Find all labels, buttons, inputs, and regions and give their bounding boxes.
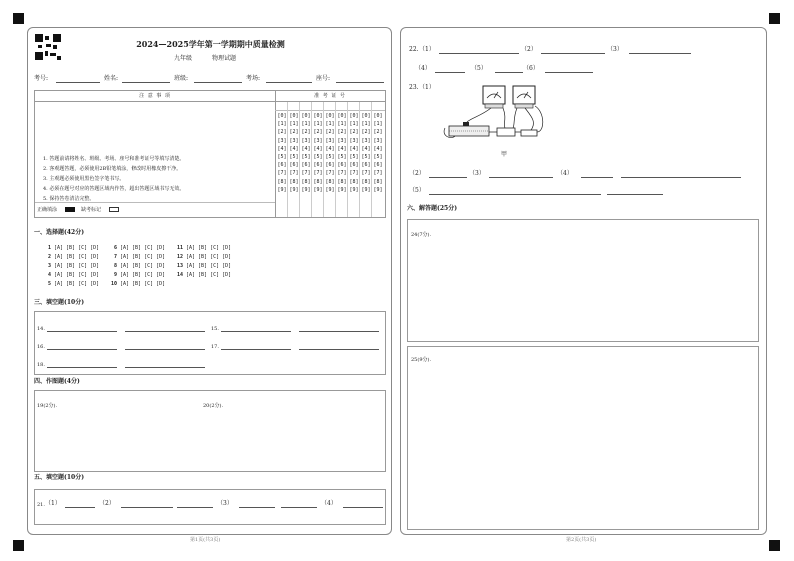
id-digit-bubble[interactable]: [3]	[301, 137, 311, 144]
id-digit-bubble[interactable]: [5]	[349, 154, 359, 161]
notice-header: 注 意 事 项	[139, 93, 171, 99]
id-digit-bubble[interactable]: [3]	[325, 137, 335, 144]
id-digit-bubble[interactable]: [9]	[325, 186, 335, 193]
id-column-separator	[299, 102, 300, 217]
choice-row[interactable]	[108, 281, 165, 287]
q21-part-1: （1）	[45, 500, 61, 507]
notice-box	[34, 90, 386, 218]
figure-label: 甲	[501, 151, 508, 158]
id-header: 准 考 证 号	[314, 93, 346, 99]
choice-options[interactable]: [A] [B] [C] [D]	[186, 272, 232, 278]
id-digit-column[interactable]	[289, 112, 299, 194]
section-5-title: 五、填空题(10分)	[34, 474, 85, 481]
id-digit-bubble[interactable]: [2]	[301, 129, 311, 136]
info-field-exam-number[interactable]	[56, 82, 100, 83]
id-digit-column[interactable]	[301, 112, 311, 194]
id-digit-bubble[interactable]: [3]	[373, 137, 383, 144]
corner-mark-bottom-right	[769, 540, 780, 551]
id-digit-bubble[interactable]: [0]	[313, 113, 323, 119]
q22-line-4[interactable]	[435, 72, 465, 73]
id-digit-bubble[interactable]: [9]	[301, 186, 311, 193]
q20-label: 20(2分).	[203, 403, 224, 409]
fill-q16-line-a[interactable]	[47, 349, 117, 350]
id-digit-bubble[interactable]: [5]	[277, 154, 287, 161]
id-digit-bubble[interactable]: [6]	[361, 162, 371, 169]
fill-q14-line-a[interactable]	[47, 331, 117, 332]
page-1-footer: 第1页(共3页)	[190, 537, 221, 543]
choice-number: 3	[47, 263, 51, 269]
id-digit-bubble[interactable]: [0]	[301, 113, 311, 119]
fill-q15-line-a[interactable]	[221, 331, 291, 332]
q21-part-4: （4）	[321, 500, 337, 507]
choice-row[interactable]	[42, 254, 99, 260]
meter-1-icon	[483, 86, 505, 104]
id-digit-column[interactable]	[337, 112, 347, 194]
id-digit-bubble[interactable]: [8]	[313, 178, 323, 185]
q23-line-5b[interactable]	[607, 194, 663, 195]
choice-number: 8	[113, 263, 117, 269]
q21-line-3b[interactable]	[281, 507, 317, 508]
q22-line-6[interactable]	[545, 72, 593, 73]
id-digit-bubble[interactable]: [6]	[289, 162, 299, 169]
id-digit-bubble[interactable]: [0]	[337, 113, 347, 119]
choice-row[interactable]	[108, 245, 165, 251]
notice-line-3: 3. 主观题必须使用黑色签字笔书写。	[43, 176, 125, 182]
id-digit-column[interactable]	[313, 112, 323, 194]
q22-label: 22.	[409, 46, 419, 53]
exam-title: 2024—2025学年第一学期期中质量检测	[136, 39, 285, 49]
id-digit-bubble[interactable]: [3]	[349, 137, 359, 144]
choice-row[interactable]	[174, 272, 231, 278]
id-digit-bubble[interactable]: [9]	[313, 186, 323, 193]
id-digit-bubble[interactable]: [6]	[373, 162, 383, 169]
id-digit-bubble[interactable]: [1]	[349, 121, 359, 128]
info-label-seat: 座号:	[316, 75, 331, 82]
id-digit-bubble[interactable]: [9]	[289, 186, 299, 193]
meter-2-icon	[513, 86, 535, 104]
choice-options[interactable]: [A] [B] [C] [D]	[54, 263, 100, 269]
id-digit-divider	[275, 110, 385, 111]
id-digit-bubble[interactable]: [7]	[349, 170, 359, 177]
info-label-exam-room: 考场:	[246, 75, 261, 82]
id-digit-bubble[interactable]: [1]	[301, 121, 311, 128]
id-digit-column[interactable]	[361, 112, 371, 194]
choice-options[interactable]: [A] [B] [C] [D]	[120, 281, 166, 287]
notice-line-5: 5. 保持答卷清洁完整。	[43, 196, 95, 202]
q23-line-5[interactable]	[429, 194, 601, 195]
q22-line-1[interactable]	[439, 53, 519, 54]
choice-options[interactable]: [A] [B] [C] [D]	[120, 254, 166, 260]
choice-number: 6	[113, 245, 117, 251]
choice-row[interactable]	[42, 272, 99, 278]
fill-q16-line-b[interactable]	[125, 349, 205, 350]
notice-line-4: 4. 必须在题号对应的答题区域内作答，超出答题区域书写无效。	[43, 186, 185, 192]
id-column-separator	[359, 102, 360, 217]
choice-number: 10	[110, 281, 117, 287]
choice-options[interactable]: [A] [B] [C] [D]	[186, 245, 232, 251]
fill-q14-label: 14.	[37, 326, 45, 332]
exam-grade: 九年级	[174, 55, 193, 62]
q21-answer-box	[34, 489, 386, 525]
id-digit-bubble[interactable]: [0]	[277, 113, 287, 119]
choice-options[interactable]: [A] [B] [C] [D]	[54, 281, 100, 287]
id-digit-bubble[interactable]: [2]	[277, 129, 287, 136]
id-digit-bubble[interactable]: [4]	[301, 145, 311, 152]
absent-label: 缺考标记	[81, 207, 102, 213]
id-digit-column[interactable]	[277, 112, 287, 194]
id-digit-bubble[interactable]: [1]	[361, 121, 371, 128]
choice-options[interactable]: [A] [B] [C] [D]	[120, 272, 166, 278]
id-digit-bubble[interactable]: [7]	[337, 170, 347, 177]
q22-line-5[interactable]	[495, 72, 523, 73]
id-digit-bubble[interactable]: [5]	[373, 154, 383, 161]
id-digit-bubble[interactable]: [2]	[373, 129, 383, 136]
corner-mark-top-left	[13, 13, 24, 24]
choice-options[interactable]: [A] [B] [C] [D]	[120, 245, 166, 251]
q21-line-4[interactable]	[343, 507, 383, 508]
id-column-separator	[287, 102, 288, 217]
absent-checkbox[interactable]	[109, 207, 119, 212]
id-digit-bubble[interactable]: [5]	[301, 154, 311, 161]
id-column-separator	[371, 102, 372, 217]
fill-sample-divider	[35, 202, 275, 203]
id-digit-bubble[interactable]: [9]	[373, 186, 383, 193]
info-label-exam-number: 考号:	[34, 75, 49, 82]
corner-mark-top-right	[769, 13, 780, 24]
id-digit-bubble[interactable]: [6]	[313, 162, 323, 169]
id-digit-bubble[interactable]: [4]	[289, 145, 299, 152]
q23-part-1: （1）	[419, 84, 435, 91]
id-digit-bubble[interactable]: [5]	[313, 154, 323, 161]
switch-icon	[521, 130, 537, 136]
fill-q14-line-b[interactable]	[125, 331, 205, 332]
id-digit-bubble[interactable]: [5]	[337, 154, 347, 161]
info-field-class[interactable]	[194, 82, 242, 83]
q22-part-5: （5）	[471, 65, 487, 72]
id-digit-bubble[interactable]: [6]	[277, 162, 287, 169]
q23-part-2: （2）	[409, 170, 425, 177]
q21-line-2b[interactable]	[177, 507, 213, 508]
id-digit-bubble[interactable]: [7]	[325, 170, 335, 177]
id-digit-bubble[interactable]: [2]	[337, 129, 347, 136]
choice-number: 9	[113, 272, 117, 278]
section-1-title: 一、选择题(42分)	[34, 229, 85, 236]
q23-part-3: （3）	[469, 170, 485, 177]
id-digit-bubble[interactable]: [8]	[325, 178, 335, 185]
fill-q15-label: 15.	[211, 326, 219, 332]
id-digit-column[interactable]	[349, 112, 359, 194]
id-digit-bubble[interactable]: [1]	[277, 121, 287, 128]
id-digit-bubble[interactable]: [8]	[289, 178, 299, 185]
id-digit-bubble[interactable]: [8]	[361, 178, 371, 185]
choice-number: 11	[176, 245, 183, 251]
choice-number: 1	[47, 245, 51, 251]
circuit-figure	[441, 82, 551, 160]
choice-number: 7	[113, 254, 117, 260]
fill-correct-sample	[65, 207, 75, 212]
id-digit-bubble[interactable]: [3]	[313, 137, 323, 144]
id-digit-bubble[interactable]: [0]	[361, 113, 371, 119]
info-field-name[interactable]	[122, 82, 170, 83]
choice-options[interactable]: [A] [B] [C] [D]	[186, 263, 232, 269]
choice-number: 4	[47, 272, 51, 278]
q21-part-2: （2）	[99, 500, 115, 507]
id-digit-bubble[interactable]: [8]	[337, 178, 347, 185]
id-digit-bubble[interactable]: [2]	[349, 129, 359, 136]
id-digit-bubble[interactable]: [3]	[289, 137, 299, 144]
id-digit-bubble[interactable]: [0]	[289, 113, 299, 119]
id-digit-bubble[interactable]: [1]	[289, 121, 299, 128]
q21-part-3: （3）	[217, 500, 233, 507]
q25-answer-box[interactable]	[407, 346, 759, 530]
id-digit-bubble[interactable]: [4]	[337, 145, 347, 152]
q21-line-2[interactable]	[121, 507, 173, 508]
q23-part-4: （4）	[557, 170, 573, 177]
choice-number: 14	[176, 272, 183, 278]
id-digit-bubble[interactable]: [6]	[349, 162, 359, 169]
q23-line-2[interactable]	[429, 177, 467, 178]
drawing-answer-box[interactable]	[34, 390, 386, 472]
id-column-separator	[323, 102, 324, 217]
info-label-class: 班级:	[174, 75, 189, 82]
fill-q18-line-a[interactable]	[47, 367, 117, 368]
id-digit-bubble[interactable]: [7]	[361, 170, 371, 177]
choice-row[interactable]	[108, 272, 165, 278]
id-digit-bubble[interactable]: [2]	[313, 129, 323, 136]
page-2-footer: 第2页(共3页)	[566, 537, 597, 543]
id-column-separator	[347, 102, 348, 217]
q23-line-4b[interactable]	[621, 177, 741, 178]
answer-sheet-page-2	[400, 27, 767, 535]
id-digit-column[interactable]	[325, 112, 335, 194]
id-digit-bubble[interactable]: [6]	[301, 162, 311, 169]
id-digit-bubble[interactable]: [5]	[325, 154, 335, 161]
choice-number: 12	[176, 254, 183, 260]
fill-q18-line-b[interactable]	[125, 367, 205, 368]
q21-label: 21.	[37, 502, 45, 508]
choice-row[interactable]	[108, 263, 165, 269]
id-digit-bubble[interactable]: [8]	[373, 178, 383, 185]
fill-q17-label: 17.	[211, 344, 219, 350]
q22-part-1: （1）	[419, 46, 435, 53]
fill-correct-label: 正确填涂	[37, 207, 58, 213]
id-digit-bubble[interactable]: [2]	[325, 129, 335, 136]
choice-row[interactable]	[42, 245, 99, 251]
choice-options[interactable]: [A] [B] [C] [D]	[54, 245, 100, 251]
id-digit-bubble[interactable]: [1]	[337, 121, 347, 128]
fill-q17-line-a[interactable]	[221, 349, 291, 350]
id-digit-bubble[interactable]: [9]	[349, 186, 359, 193]
id-digit-bubble[interactable]: [3]	[277, 137, 287, 144]
id-digit-bubble[interactable]: [7]	[277, 170, 287, 177]
id-digit-bubble[interactable]: [3]	[361, 137, 371, 144]
id-digit-bubble[interactable]: [3]	[337, 137, 347, 144]
info-field-exam-room[interactable]	[266, 82, 312, 83]
q23-part-5: （5）	[409, 187, 425, 194]
id-digit-bubble[interactable]: [9]	[277, 186, 287, 193]
choice-row[interactable]	[174, 263, 231, 269]
q22-line-3[interactable]	[629, 53, 691, 54]
id-digit-bubble[interactable]: [5]	[289, 154, 299, 161]
exam-subject: 物理试题	[212, 55, 237, 62]
info-field-seat[interactable]	[336, 82, 384, 83]
id-digit-bubble[interactable]: [0]	[349, 113, 359, 119]
id-digit-bubble[interactable]: [7]	[301, 170, 311, 177]
choice-row[interactable]	[174, 254, 231, 260]
q23-line-3[interactable]	[489, 177, 553, 178]
id-digit-bubble[interactable]: [5]	[361, 154, 371, 161]
section-4-title: 四、作图题(4分)	[34, 378, 80, 385]
id-digit-bubble[interactable]: [4]	[349, 145, 359, 152]
choice-number: 2	[47, 254, 51, 260]
choice-options[interactable]: [A] [B] [C] [D]	[54, 254, 100, 260]
choice-options[interactable]: [A] [B] [C] [D]	[54, 272, 100, 278]
fill-q17-line-b[interactable]	[299, 349, 379, 350]
section-3-title: 三、填空题(10分)	[34, 299, 85, 306]
q22-part-4: （4）	[415, 65, 431, 72]
corner-mark-bottom-left	[13, 540, 24, 551]
id-digit-bubble[interactable]: [6]	[337, 162, 347, 169]
id-digit-bubble[interactable]: [0]	[373, 113, 383, 119]
battery-icon	[497, 128, 515, 136]
id-digit-bubble[interactable]: [7]	[289, 170, 299, 177]
info-label-name: 姓名:	[104, 75, 119, 82]
id-digit-bubble[interactable]: [1]	[325, 121, 335, 128]
id-digit-bubble[interactable]: [2]	[361, 129, 371, 136]
choice-number: 13	[176, 263, 183, 269]
section-6-title: 六、解答题(25分)	[407, 205, 458, 212]
choice-options[interactable]: [A] [B] [C] [D]	[186, 254, 232, 260]
q21-line-3[interactable]	[239, 507, 275, 508]
id-digit-bubble[interactable]: [9]	[361, 186, 371, 193]
notice-line-1: 1. 答题前请将姓名、班级、考场、座号和准考证号等填写清楚。	[43, 156, 185, 162]
q21-line-1[interactable]	[65, 507, 95, 508]
id-digit-bubble[interactable]: [9]	[337, 186, 347, 193]
id-digit-bubble[interactable]: [4]	[313, 145, 323, 152]
fill-in-box	[34, 311, 386, 375]
answer-sheet-page-1	[27, 27, 392, 535]
q22-part-6: （6）	[523, 65, 539, 72]
notice-line-2: 2. 客观题答题，必须使用2B铅笔填涂，修改时用橡皮擦干净。	[43, 166, 182, 172]
id-digit-bubble[interactable]: [4]	[277, 145, 287, 152]
id-digit-bubble[interactable]: [4]	[373, 145, 383, 152]
q22-line-2[interactable]	[541, 53, 605, 54]
q25-label: 25(9分).	[411, 357, 432, 363]
choice-number: 5	[47, 281, 51, 287]
id-digit-bubble[interactable]: [0]	[325, 113, 335, 119]
id-digit-bubble[interactable]: [2]	[289, 129, 299, 136]
id-column-separator	[311, 102, 312, 217]
q23-line-4[interactable]	[581, 177, 613, 178]
id-digit-column[interactable]	[373, 112, 383, 194]
fill-q16-label: 16.	[37, 344, 45, 350]
q24-answer-box[interactable]	[407, 219, 759, 342]
id-digit-bubble[interactable]: [7]	[313, 170, 323, 177]
q22-part-3: （3）	[607, 46, 623, 53]
id-digit-bubble[interactable]: [8]	[301, 178, 311, 185]
id-digit-bubble[interactable]: [1]	[373, 121, 383, 128]
id-digit-bubble[interactable]: [8]	[349, 178, 359, 185]
id-digit-bubble[interactable]: [8]	[277, 178, 287, 185]
choice-row[interactable]	[42, 263, 99, 269]
q19-label: 19(2分).	[37, 403, 58, 409]
fill-q15-line-b[interactable]	[299, 331, 379, 332]
id-digit-bubble[interactable]: [4]	[325, 145, 335, 152]
id-column-separator	[335, 102, 336, 217]
choice-row[interactable]	[42, 281, 99, 287]
id-digit-bubble[interactable]: [7]	[373, 170, 383, 177]
q24-label: 24(7分).	[411, 232, 432, 238]
id-digit-bubble[interactable]: [6]	[325, 162, 335, 169]
id-digit-bubble[interactable]: [4]	[361, 145, 371, 152]
choice-row[interactable]	[174, 245, 231, 251]
id-digit-bubble[interactable]: [1]	[313, 121, 323, 128]
choice-options[interactable]: [A] [B] [C] [D]	[120, 263, 166, 269]
q23-label: 23.	[409, 84, 419, 91]
choice-row[interactable]	[108, 254, 165, 260]
q22-part-2: （2）	[521, 46, 537, 53]
fill-q18-label: 18.	[37, 362, 45, 368]
header-divider	[35, 101, 385, 102]
